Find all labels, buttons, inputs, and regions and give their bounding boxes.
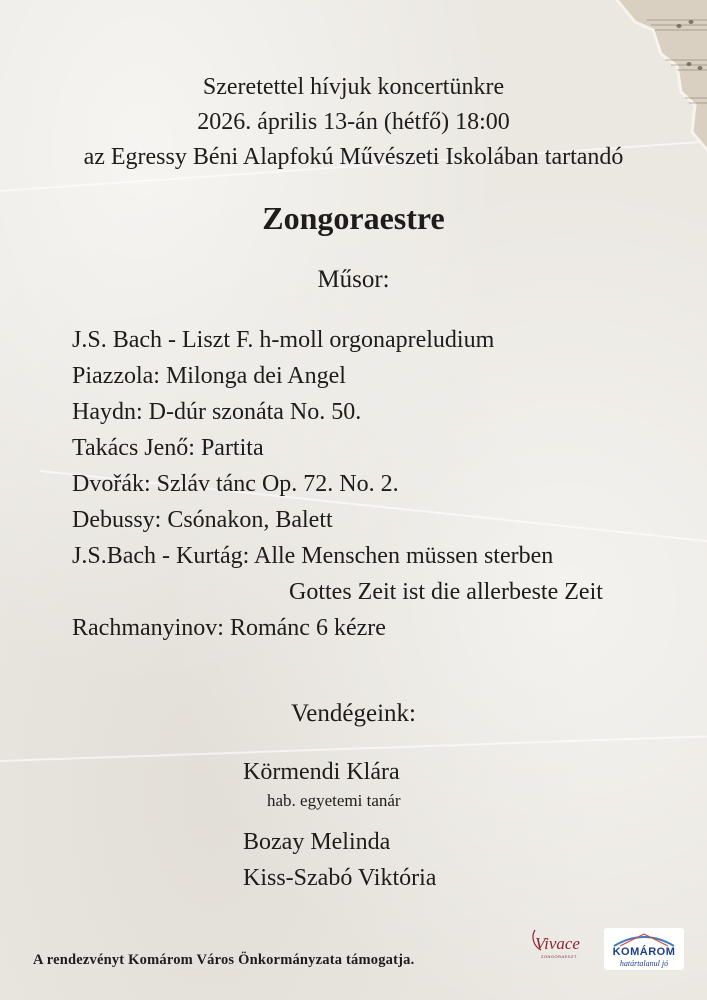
venue: az Egressy Béni Alapfokú Művészeti Iskolában tartandó <box>83 144 624 170</box>
program-item: Piazzola: Milonga dei Angel <box>72 363 346 389</box>
guest-name: Kiss-Szabó Viktória <box>243 865 437 891</box>
vivace-logo-subtext: ZONGORAESZT <box>541 954 577 959</box>
program-list <box>72 322 702 646</box>
program-item-continuation: Gottes Zeit ist die allerbeste Zeit <box>289 579 603 605</box>
guest-name: Körmendi Klára <box>243 759 400 785</box>
bridge-icon <box>604 928 684 948</box>
program-item: Takács Jenő: Partita <box>72 435 264 461</box>
komarom-logo-subtext: határtalanul jó <box>619 959 669 968</box>
program-item: Dvořák: Szláv tánc Op. 72. No. 2. <box>72 471 399 497</box>
program-heading: Műsor: <box>317 266 390 293</box>
guest-name: Bozay Melinda <box>243 829 391 855</box>
guest-title: hab. egyetemi tanár <box>267 791 401 810</box>
komarom-logo <box>604 928 684 970</box>
guest-list <box>243 754 436 896</box>
vivace-logo <box>527 924 583 968</box>
sponsor-note: A rendezvényt Komárom Város Önkormányzata támogatja. <box>33 952 415 968</box>
date-time: 2026. április 13-án (hétfő) 18:00 <box>197 109 510 135</box>
program-item: Rachmanyinov: Románc 6 kézre <box>72 615 386 641</box>
program-item: J.S. Bach - Liszt F. h-moll orgonapreludium <box>72 327 495 353</box>
program-item: J.S.Bach - Kurtág: Alle Menschen müssen sterben <box>72 543 554 569</box>
invitation-text <box>0 70 707 175</box>
event-title: Zongoraestre <box>262 200 445 236</box>
program-item: Haydn: D-dúr szonáta No. 50. <box>72 399 362 425</box>
program-item: Debussy: Csónakon, Balett <box>72 507 333 533</box>
komarom-logo-text: KOMÁROM <box>612 946 676 958</box>
invitation-line: Szeretettel hívjuk koncertünkre <box>202 74 505 100</box>
vivace-logo-text: Vivace <box>535 934 580 953</box>
guests-heading: Vendégeink: <box>291 700 416 727</box>
